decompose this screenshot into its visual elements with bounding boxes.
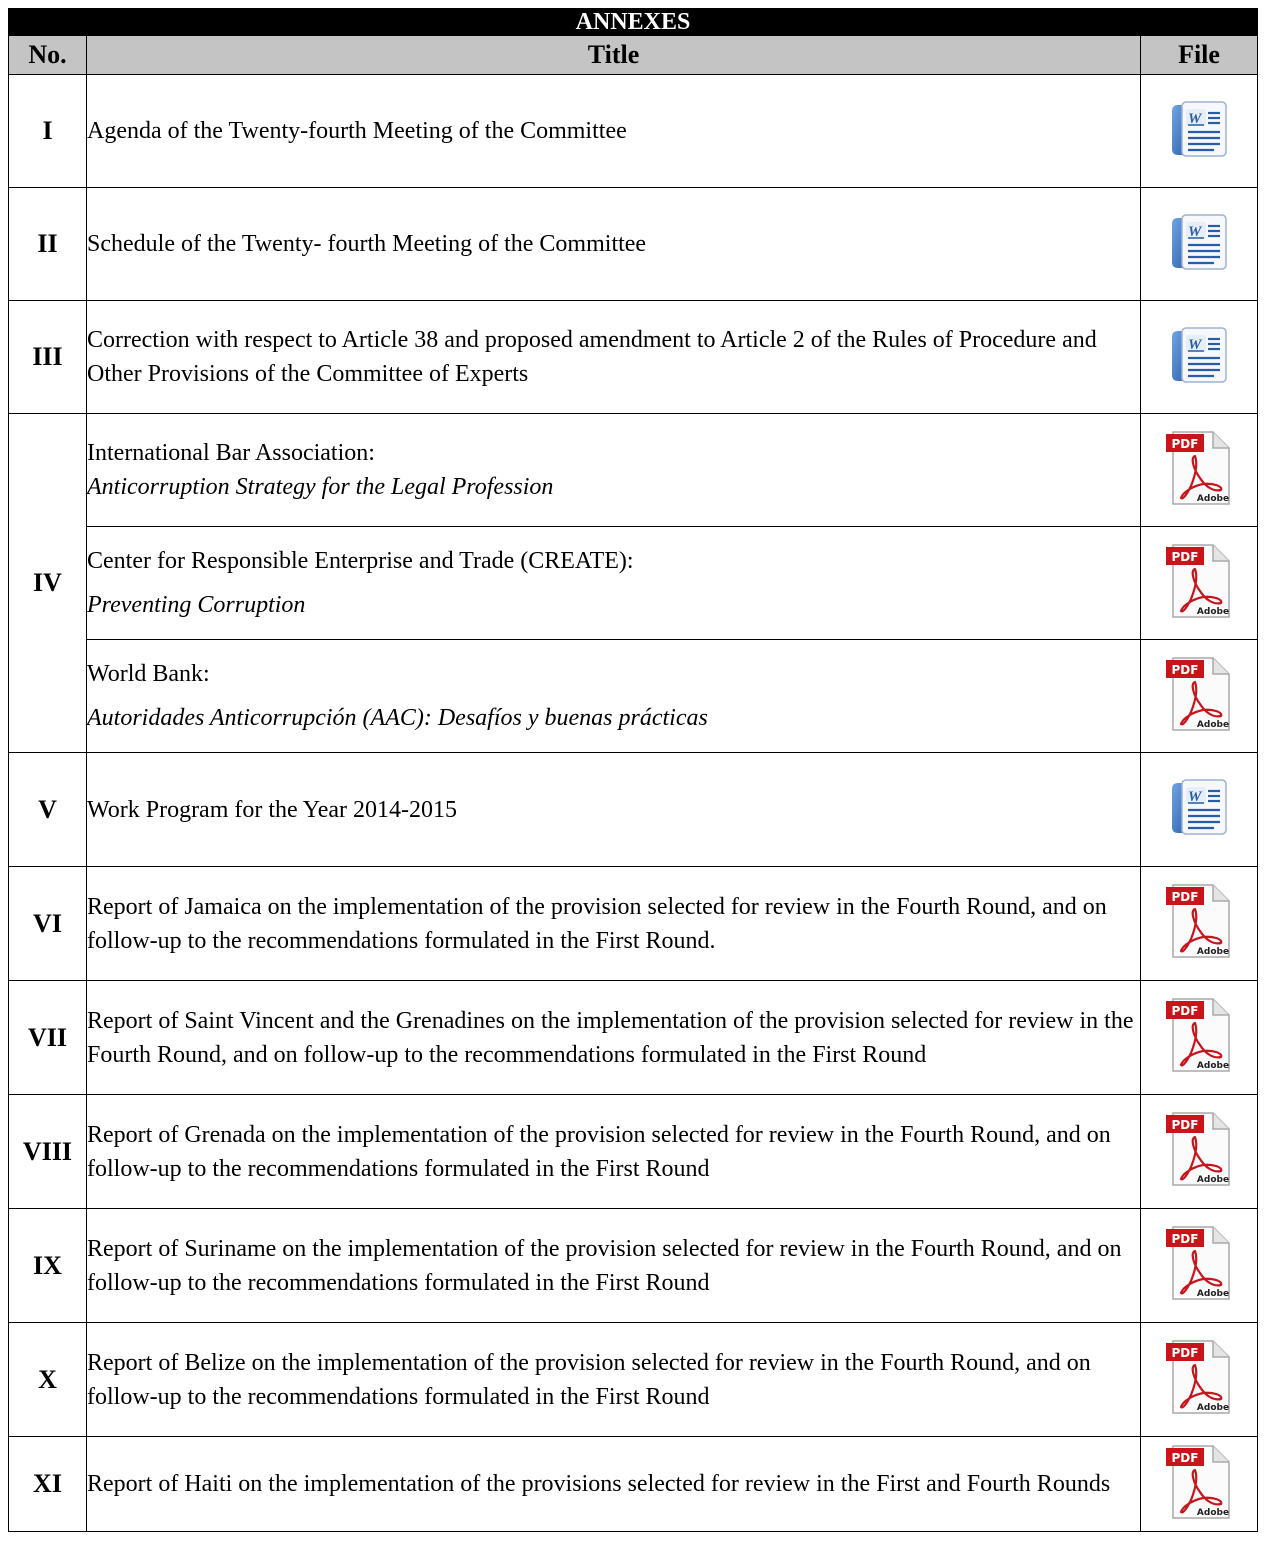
file-cell (1141, 188, 1258, 301)
column-header-row (9, 36, 1258, 75)
svg-text:W: W (1188, 336, 1202, 353)
annex-title: Report of Jamaica on the implementation of the provision selected for review in the Fourth Round, and on follow-up to the recommendations formulated in the First Round. (87, 867, 1141, 981)
publisher-name: Center for Responsible Enterprise and Trade (CREATE): (87, 548, 634, 574)
file-cell (1141, 867, 1258, 981)
annex-title: Report of Belize on the implementation of the provision selected for review in the Fourth Round, and on follow-up to the recommendations formulated in the First Round (87, 1323, 1141, 1437)
file-cell (1141, 1323, 1258, 1437)
table-row (9, 301, 1258, 414)
pdf-doc-icon[interactable] (1163, 654, 1235, 739)
annex-title: Correction with respect to Article 38 and proposed amendment to Article 2 of the Rules of Procedure and Other Provisions of the Committee of Experts (87, 301, 1141, 414)
table-row (9, 75, 1258, 188)
annex-title: Agenda of the Twenty-fourth Meeting of the Committee (87, 75, 1141, 188)
svg-text:PDF: PDF (1171, 1004, 1199, 1018)
pdf-doc-icon[interactable] (1163, 995, 1235, 1080)
pdf-doc-icon[interactable] (1163, 1109, 1235, 1194)
annex-number: X (9, 1323, 87, 1437)
table-title: ANNEXES (9, 9, 1258, 36)
table-row (9, 1323, 1258, 1437)
annexes-table (8, 8, 1258, 1532)
table-row (9, 981, 1258, 1095)
table-row (9, 1095, 1258, 1209)
word-doc-icon[interactable] (1164, 323, 1234, 392)
publisher-name: World Bank: (87, 661, 210, 687)
annex-title (87, 527, 1141, 640)
table-row (9, 867, 1258, 981)
table-row (9, 640, 1258, 753)
file-cell (1141, 640, 1258, 753)
svg-text:Adobe: Adobe (1196, 1289, 1230, 1299)
table-row (9, 1209, 1258, 1323)
svg-text:Adobe: Adobe (1196, 719, 1230, 730)
svg-text:Adobe: Adobe (1196, 493, 1230, 504)
pdf-doc-icon[interactable] (1163, 881, 1235, 966)
annex-title: Work Program for the Year 2014-2015 (87, 753, 1141, 867)
annex-number: IV (9, 414, 87, 753)
file-cell (1141, 414, 1258, 527)
file-cell (1141, 1437, 1258, 1532)
publication-title: Preventing Corruption (87, 592, 306, 618)
pdf-doc-icon[interactable] (1163, 428, 1235, 513)
svg-text:Adobe: Adobe (1196, 947, 1230, 957)
annex-number: VI (9, 867, 87, 981)
annex-title: Report of Saint Vincent and the Grenadines on the implementation of the provision selected for review in the Fourth Round, and on follow-up to the recommendations formulated in the First Round (87, 981, 1141, 1095)
svg-text:PDF: PDF (1171, 1450, 1199, 1465)
annex-title: Report of Grenada on the implementation of the provision selected for review in the Fourth Round, and on follow-up to the recommendations formulated in the First Round (87, 1095, 1141, 1209)
file-cell (1141, 75, 1258, 188)
file-cell (1141, 301, 1258, 414)
word-doc-icon[interactable] (1164, 210, 1234, 279)
file-cell (1141, 1209, 1258, 1323)
svg-text:Adobe: Adobe (1196, 606, 1230, 617)
annex-number: III (9, 301, 87, 414)
table-row (9, 753, 1258, 867)
svg-text:W: W (1188, 223, 1202, 240)
annex-title: Report of Haiti on the implementation of the provisions selected for review in the First and Fourth Rounds (87, 1437, 1141, 1532)
table-banner-row (9, 9, 1258, 36)
annex-number: V (9, 753, 87, 867)
svg-text:Adobe: Adobe (1196, 1175, 1230, 1185)
annex-title: Report of Suriname on the implementation of the provision selected for review in the Fourth Round, and on follow-up to the recommendations formulated in the First Round (87, 1209, 1141, 1323)
svg-text:W: W (1188, 789, 1202, 805)
annex-number: I (9, 75, 87, 188)
svg-text:PDF: PDF (1171, 890, 1199, 904)
pdf-doc-icon[interactable] (1163, 1337, 1235, 1422)
publisher-name: International Bar Association: (87, 440, 375, 466)
svg-text:PDF: PDF (1171, 1346, 1199, 1360)
table-row (9, 1437, 1258, 1532)
file-cell (1141, 981, 1258, 1095)
svg-text:PDF: PDF (1171, 436, 1199, 451)
column-header-no: No. (9, 36, 87, 75)
annex-title (87, 640, 1141, 753)
pdf-doc-icon[interactable] (1163, 1223, 1235, 1308)
svg-text:W: W (1188, 110, 1202, 127)
svg-text:Adobe: Adobe (1196, 1403, 1230, 1413)
file-cell (1141, 527, 1258, 640)
column-header-title: Title (87, 36, 1141, 75)
annex-number: II (9, 188, 87, 301)
pdf-doc-icon[interactable] (1163, 1442, 1235, 1527)
word-doc-icon[interactable] (1164, 775, 1234, 844)
column-header-file: File (1141, 36, 1258, 75)
svg-text:Adobe: Adobe (1196, 1507, 1230, 1518)
svg-text:Adobe: Adobe (1196, 1061, 1230, 1071)
pdf-doc-icon[interactable] (1163, 541, 1235, 626)
annex-title: Schedule of the Twenty- fourth Meeting of the Committee (87, 188, 1141, 301)
annex-number: VIII (9, 1095, 87, 1209)
svg-text:PDF: PDF (1171, 1232, 1199, 1246)
svg-text:PDF: PDF (1171, 1118, 1199, 1132)
file-cell (1141, 1095, 1258, 1209)
publication-title: Anticorruption Strategy for the Legal Profession (87, 474, 554, 500)
annex-number: VII (9, 981, 87, 1095)
word-doc-icon[interactable] (1164, 97, 1234, 166)
table-row (9, 188, 1258, 301)
svg-text:PDF: PDF (1171, 549, 1199, 564)
publication-title: Autoridades Anticorrupción (AAC): Desafíos y buenas prácticas (87, 705, 708, 731)
annex-number: XI (9, 1437, 87, 1532)
table-row (9, 527, 1258, 640)
table-row (9, 414, 1258, 527)
annex-title (87, 414, 1141, 527)
svg-text:PDF: PDF (1171, 662, 1199, 677)
file-cell (1141, 753, 1258, 867)
annex-number: IX (9, 1209, 87, 1323)
